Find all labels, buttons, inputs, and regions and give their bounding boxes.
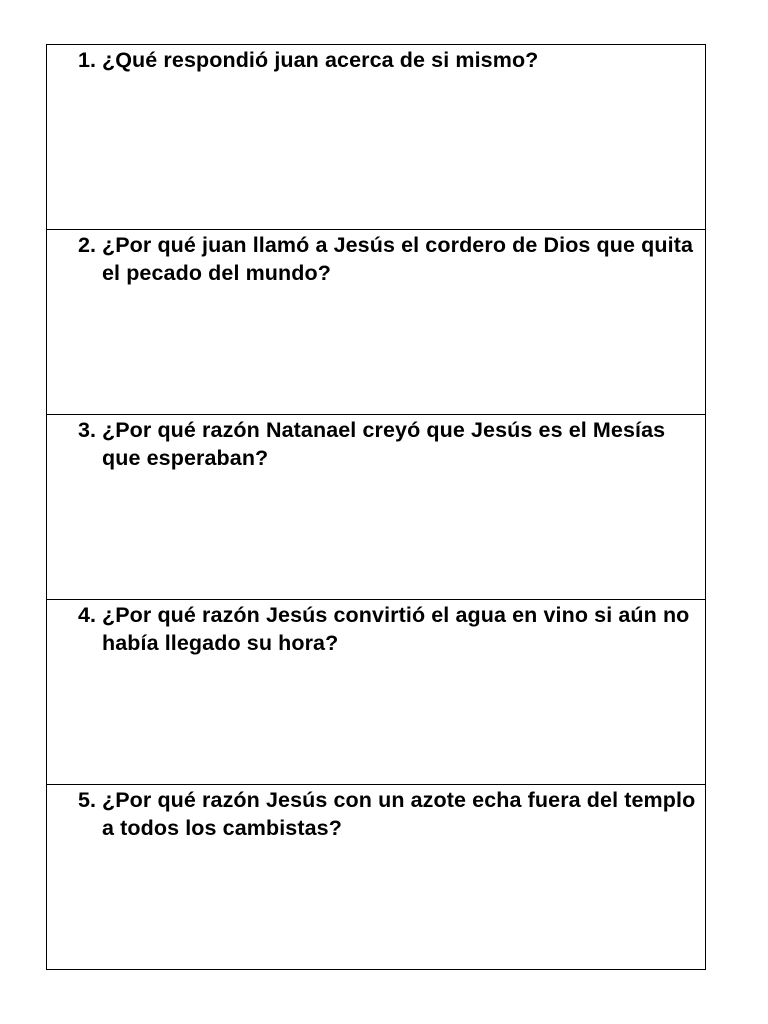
question-5 [47, 786, 705, 842]
question-number: 4. [78, 603, 97, 627]
question-text: ¿Por qué razón Natanael creyó que Jesús es el Mesías que esperaban? [102, 418, 666, 470]
question-text: ¿Por qué razón Jesús convirtió el agua en vino si aún no había llegado su hora? [102, 603, 690, 655]
question-row [47, 230, 706, 415]
questions-table [46, 44, 706, 970]
question-cell[interactable] [47, 415, 706, 600]
question-row [47, 600, 706, 785]
question-number: 2. [78, 233, 97, 257]
question-row [47, 785, 706, 970]
question-cell[interactable] [47, 230, 706, 415]
question-2 [47, 231, 705, 287]
question-text: ¿Por qué razón Jesús con un azote echa fuera del templo a todos los cambistas? [102, 788, 696, 840]
question-row [47, 415, 706, 600]
question-3 [47, 416, 705, 472]
question-1 [47, 46, 705, 74]
question-number: 1. [78, 48, 97, 72]
question-cell[interactable] [47, 785, 706, 970]
question-number: 3. [78, 418, 97, 442]
question-cell[interactable] [47, 600, 706, 785]
question-4 [47, 601, 705, 657]
question-text: ¿Por qué juan llamó a Jesús el cordero de Dios que quita el pecado del mundo? [102, 233, 694, 285]
question-row [47, 45, 706, 230]
question-cell[interactable] [47, 45, 706, 230]
question-text: ¿Qué respondió juan acerca de si mismo? [102, 48, 539, 72]
question-number: 5. [78, 788, 97, 812]
